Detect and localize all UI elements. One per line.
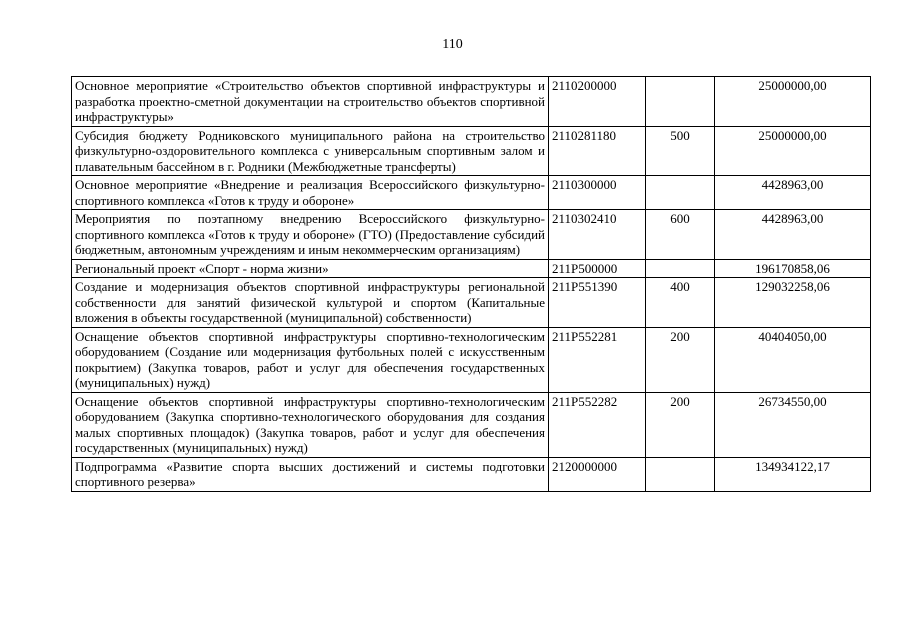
row-name: Мероприятия по поэтапному внедрению Всероссийского физкультурно-спортивного комплекса «Готов к труду и обороне» (ГТО) (Предоставление субсидий бюджетным, автономным учреждениям и иным некоммерческим организациям)	[72, 210, 549, 260]
table-row	[72, 210, 871, 260]
row-expense-type: 600	[646, 210, 715, 260]
row-expense-type: 500	[646, 126, 715, 176]
row-name: Основное мероприятие «Строительство объектов спортивной инфраструктуры и разработка проектно-сметной документации на строительство объектов спортивной инфраструктуры»	[72, 77, 549, 127]
table-row	[72, 77, 871, 127]
table-row	[72, 176, 871, 210]
row-sum: 25000000,00	[715, 77, 871, 127]
row-name: Региональный проект «Спорт - норма жизни»	[72, 259, 549, 278]
table-row	[72, 392, 871, 457]
row-target-code: 211P551390	[549, 278, 646, 328]
row-name: Подпрограмма «Развитие спорта высших достижений и системы подготовки спортивного резерва»	[72, 457, 549, 491]
row-target-code: 211P500000	[549, 259, 646, 278]
table-row	[72, 278, 871, 328]
row-expense-type	[646, 77, 715, 127]
row-target-code: 2110281180	[549, 126, 646, 176]
row-sum: 196170858,06	[715, 259, 871, 278]
table-row	[72, 457, 871, 491]
row-sum: 129032258,06	[715, 278, 871, 328]
row-name: Оснащение объектов спортивной инфраструктуры спортивно-технологическим оборудованием (Создание или модернизация футбольных полей с искусственным покрытием) (Закупка товаров, работ и услуг для обеспечения государственных (муниципальных) нужд)	[72, 327, 549, 392]
row-name: Оснащение объектов спортивной инфраструктуры спортивно-технологическим оборудованием (Закупка спортивно-технологического оборудования для создания малых спортивных площадок) (Закупка товаров, работ и услуг для обеспечения государственных (муниципальных) нужд)	[72, 392, 549, 457]
row-name: Субсидия бюджету Родниковского муниципального района на строительство физкультурно-оздоровительного комплекса с универсальным спортивным залом и плавательным бассейном в г. Родники (Межбюджетные трансферты)	[72, 126, 549, 176]
table-row	[72, 259, 871, 278]
row-target-code: 211P552281	[549, 327, 646, 392]
row-expense-type: 200	[646, 392, 715, 457]
row-expense-type: 200	[646, 327, 715, 392]
row-target-code: 2110300000	[549, 176, 646, 210]
budget-table	[71, 76, 871, 492]
row-expense-type	[646, 259, 715, 278]
table-row	[72, 126, 871, 176]
row-sum: 26734550,00	[715, 392, 871, 457]
row-sum: 4428963,00	[715, 176, 871, 210]
row-expense-type: 400	[646, 278, 715, 328]
row-sum: 40404050,00	[715, 327, 871, 392]
row-expense-type	[646, 457, 715, 491]
row-target-code: 2110302410	[549, 210, 646, 260]
row-target-code: 2120000000	[549, 457, 646, 491]
row-target-code: 2110200000	[549, 77, 646, 127]
table-row	[72, 327, 871, 392]
row-sum: 25000000,00	[715, 126, 871, 176]
row-name: Основное мероприятие «Внедрение и реализация Всероссийского физкультурно-спортивного комплекса «Готов к труду и обороне»	[72, 176, 549, 210]
row-sum: 4428963,00	[715, 210, 871, 260]
row-name: Создание и модернизация объектов спортивной инфраструктуры региональной собственности для занятий физической культурой и спортом (Капитальные вложения в объекты государственной (муниципальной) собственности)	[72, 278, 549, 328]
page-number: 110	[442, 37, 463, 52]
row-sum: 134934122,17	[715, 457, 871, 491]
row-expense-type	[646, 176, 715, 210]
row-target-code: 211P552282	[549, 392, 646, 457]
